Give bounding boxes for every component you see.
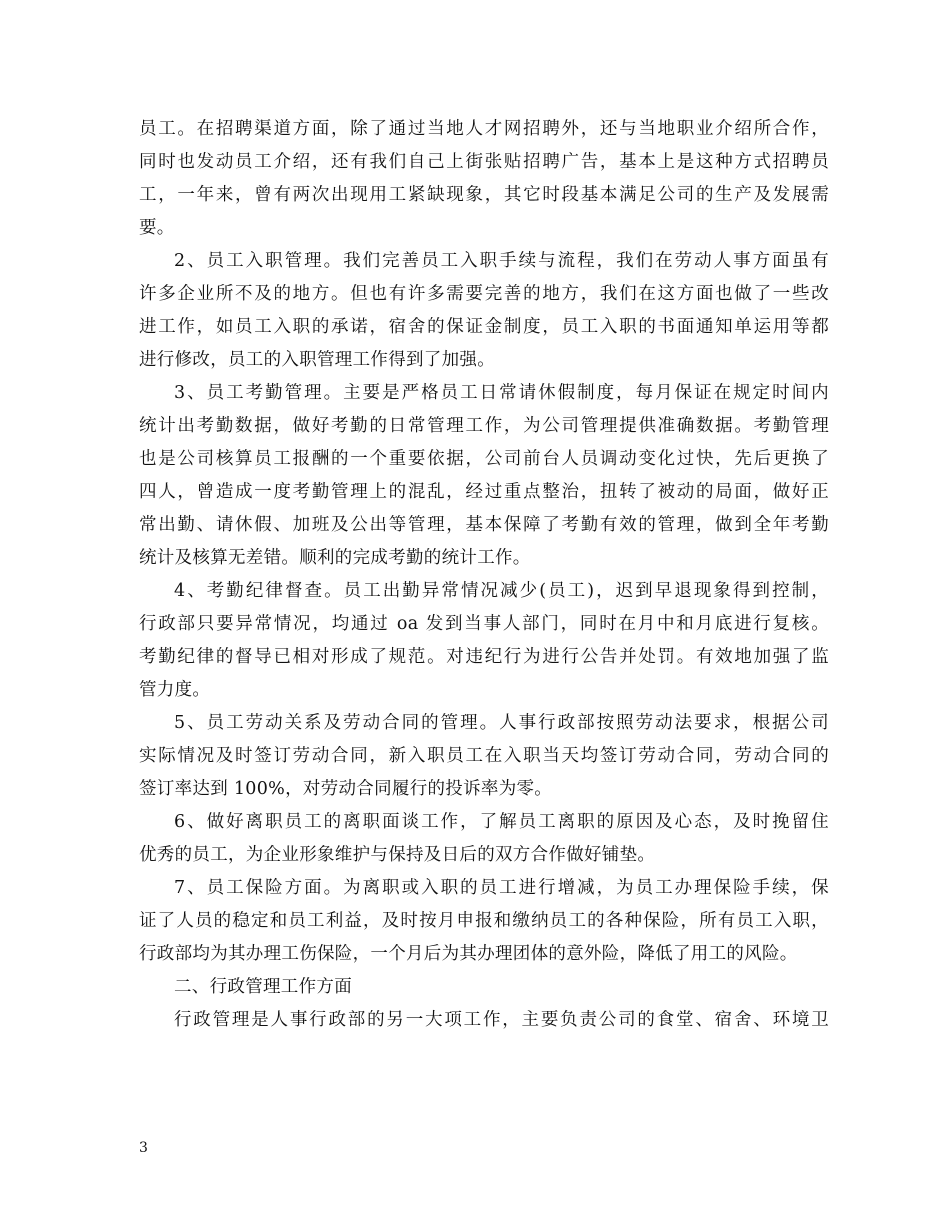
paragraph [139,1004,829,1037]
text-line: 工，一年来，曾有两次出现用工紧缺现象，其它时段基本满足公司的生产及发展需 [139,185,829,205]
text-line: 证了人员的稳定和员工利益，及时按月申报和缴纳员工的各种保险，所有员工入职， [139,911,829,931]
text-line: 二、行政管理工作方面 [174,977,352,997]
paragraph [139,113,829,245]
paragraph [139,245,829,377]
paragraph [139,707,829,806]
page-number: 3 [139,1140,148,1156]
text-line: 常出勤、请休假、加班及公出等管理，基本保障了考勤有效的管理，做到全年考勤 [139,515,829,535]
text-line: 进工作，如员工入职的承诺，宿舍的保证金制度，员工入职的书面通知单运用等都 [139,317,829,337]
text-line: 进行修改，员工的入职管理工作得到了加强。 [139,350,495,370]
paragraph [139,971,829,1004]
text-line: 也是公司核算员工报酬的一个重要依据，公司前台人员调动变化过快，先后更换了 [139,449,829,469]
text-line: 管力度。 [139,680,211,700]
text-line: 统计出考勤数据，做好考勤的日常管理工作，为公司管理提供准确数据。考勤管理 [139,416,829,436]
document-body [139,113,829,1037]
paragraph [139,872,829,971]
text-line: 统计及核算无差错。顺利的完成考勤的统计工作。 [139,548,531,568]
text-line: 实际情况及时签订劳动合同，新入职员工在入职当天均签订劳动合同，劳动合同的 [139,746,829,766]
text-line: 优秀的员工，为企业形象维护与保持及日后的双方合作做好铺垫。 [139,845,656,865]
text-line: 同时也发动员工介绍，还有我们自己上街张贴招聘广告，基本上是这种方式招聘员 [139,152,829,172]
text-line: 许多企业所不及的地方。但也有许多需要完善的地方，我们在这方面也做了一些改 [139,284,829,304]
paragraph [139,575,829,707]
text-line: 7、员工保险方面。为离职或入职的员工进行增减，为员工办理保险手续，保 [174,878,829,898]
text-line: 3、员工考勤管理。主要是严格员工日常请休假制度，每月保证在规定时间内 [174,383,829,403]
text-line: 四人，曾造成一度考勤管理上的混乱，经过重点整治，扭转了被动的局面，做好正 [139,482,829,502]
text-line: 行政部均为其办理工伤保险，一个月后为其办理团体的意外险，降低了用工的风险。 [139,944,798,964]
paragraph [139,377,829,575]
text-line: 员工。在招聘渠道方面，除了通过当地人才网招聘外，还与当地职业介绍所合作， [139,119,829,139]
text-line: 签订率达到 100%，对劳动合同履行的投诉率为零。 [139,779,553,799]
text-line: 要。 [139,218,175,238]
text-line: 行政管理是人事行政部的另一大项工作，主要负责公司的食堂、宿舍、环境卫 [174,1010,829,1030]
text-line: 5、员工劳动关系及劳动合同的管理。人事行政部按照劳动法要求，根据公司 [174,713,829,733]
text-line: 4、考勤纪律督查。员工出勤异常情况减少(员工)，迟到早退现象得到控制， [174,581,829,601]
text-line: 6、做好离职员工的离职面谈工作，了解员工离职的原因及心态，及时挽留住 [174,812,829,832]
paragraph [139,806,829,872]
text-line: 2、员工入职管理。我们完善员工入职手续与流程，我们在劳动人事方面虽有 [174,251,829,271]
text-line: 行政部只要异常情况，均通过 oa 发到当事人部门，同时在月中和月底进行复核。 [139,614,829,634]
text-line: 考勤纪律的督导已相对形成了规范。对违纪行为进行公告并处罚。有效地加强了监 [139,647,829,667]
